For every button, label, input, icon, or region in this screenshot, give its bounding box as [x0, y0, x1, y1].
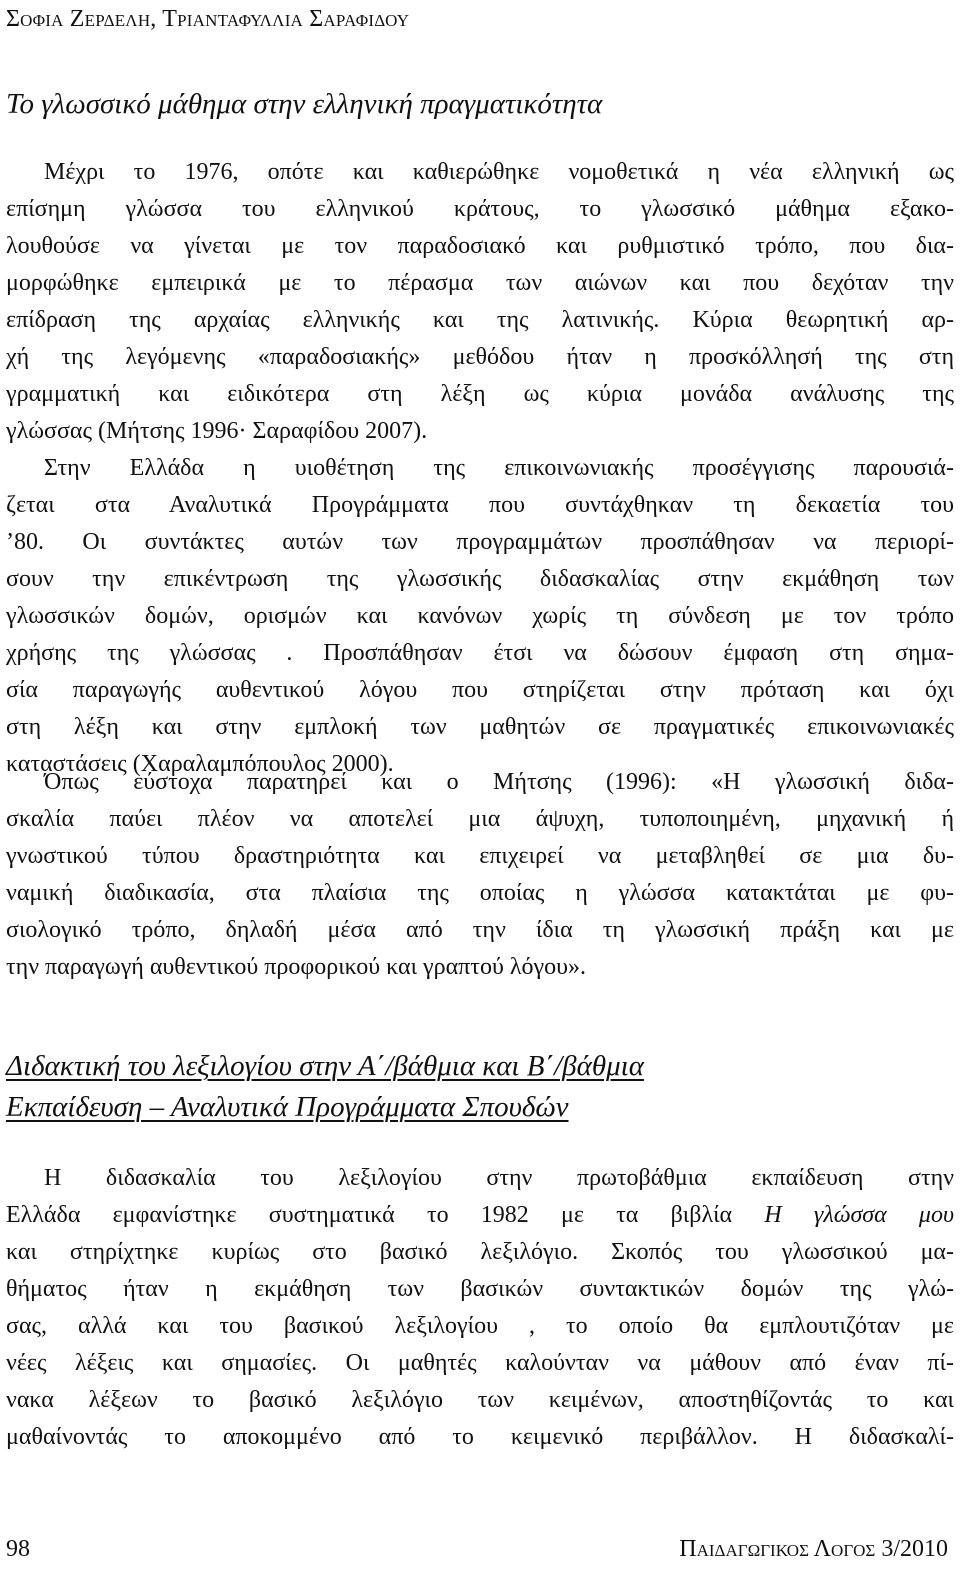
text-span: Ελλάδα εμφανίστηκε συστηματικά το 1982 με τα βιβλία	[6, 1202, 765, 1228]
text-line: γνωστικού τύπου δραστηριότητα και επιχειρεί να μεταβληθεί σε μια δυ-	[6, 843, 954, 869]
text-line: επίσημη γλώσσα του ελληνικού κράτους, το γλωσσικό μάθημα εξακο-	[6, 196, 954, 222]
text-line: Μέχρι το 1976, οπότε και καθιερώθηκε νομοθετικά η νέα ελληνική ως	[44, 159, 954, 185]
text-line: μορφώθηκε εμπειρικά με το πέρασμα των αιώνων και που δεχόταν την	[6, 270, 954, 296]
text-line: στη λέξη και στην εμπλοκή των μαθητών σε πραγματικές επικοινωνιακές	[6, 714, 954, 740]
text-line: σία παραγωγής αυθεντικού λόγου που στηρίζεται στην πρόταση και όχι	[6, 677, 954, 703]
section-title-line: Εκπαίδευση – Αναλυτικά Προγράμματα Σπουδών	[6, 1091, 569, 1123]
section-title	[6, 1046, 644, 1128]
text-line: καταστάσεις (Χαραλαμπόπουλος 2000).	[6, 751, 394, 777]
running-head: Σοφια Ζερδελη, Τριανταφυλλια Σαραφιδου	[6, 6, 410, 32]
text-line: και στηρίχτηκε κυρίως στο βασικό λεξιλόγιο. Σκοπός του γλωσσικού μα-	[6, 1239, 954, 1265]
paragraph	[6, 154, 954, 450]
text-line: λουθούσε να γίνεται με τον παραδοσιακό και ρυθμιστικό τρόπο, που δια-	[6, 233, 954, 259]
text-line: ’80. Οι συντάκτες αυτών των προγραμμάτων προσπάθησαν να περιορί-	[6, 529, 954, 555]
text-line: χρήσης της γλώσσας . Προσπάθησαν έτσι να δώσουν έμφαση στη σημα-	[6, 640, 954, 666]
section-title-line: Διδακτική του λεξιλογίου στην Α΄/βάθμια και Β΄/βάθμια	[6, 1050, 644, 1082]
text-line: σας, αλλά και του βασικού λεξιλογίου , το οποίο θα εμπλουτιζόταν με	[6, 1313, 954, 1339]
text-line: Η διδασκαλία του λεξιλογίου στην πρωτοβάθμια εκπαίδευση στην	[44, 1165, 954, 1191]
text-line: νακα λέξεων το βασικό λεξιλόγιο των κειμένων, αποστηθίζοντάς το και	[6, 1387, 954, 1413]
text-line: γλώσσας (Μήτσης 1996· Σαραφίδου 2007).	[6, 418, 428, 444]
text-line: την παραγωγή αυθεντικού προφορικού και γραπτού λόγου».	[6, 954, 586, 980]
paragraph	[6, 450, 954, 783]
journal-title: Παιδαγωγικος Λογος 3/2010	[679, 1536, 948, 1562]
text-line: σκαλία παύει πλέον να αποτελεί μια άψυχη, τυποποιημένη, μηχανική ή	[6, 806, 954, 832]
page-number: 98	[6, 1536, 30, 1562]
text-line: χή της λεγόμενης «παραδοσιακής» μεθόδου ήταν η προσκόλλησή της στη	[6, 344, 954, 370]
section-title	[6, 84, 602, 125]
text-line	[6, 1197, 954, 1234]
paragraph	[6, 1160, 954, 1456]
text-line: θήματος ήταν η εκμάθηση των βασικών συντακτικών δομών της γλώ-	[6, 1276, 954, 1302]
text-line: Όπως εύστοχα παρατηρεί και ο Μήτσης (1996): «Η γλωσσική διδα-	[44, 769, 954, 795]
text-line: νέες λέξεις και σημασίες. Οι μαθητές καλούνταν να μάθουν από έναν πί-	[6, 1350, 954, 1376]
text-line: σιολογικό τρόπο, δηλαδή μέσα από την ίδια τη γλωσσική πράξη και με	[6, 917, 954, 943]
paragraph	[6, 764, 954, 986]
text-line: γλωσσικών δομών, ορισμών και κανόνων χωρίς τη σύνδεση με τον τρόπο	[6, 603, 954, 629]
section-title-text: Το γλωσσικό μάθημα στην ελληνική πραγματικότητα	[6, 88, 603, 120]
book-title: Η γλώσσα μου	[764, 1202, 954, 1228]
text-line: σουν την επικέντρωση της γλωσσικής διδασκαλίας στην εκμάθηση των	[6, 566, 954, 592]
text-line: Στην Ελλάδα η υιοθέτηση της επικοινωνιακής προσέγγισης παρουσιά-	[44, 455, 954, 481]
text-line: ζεται στα Αναλυτικά Προγράμματα που συντάχθηκαν τη δεκαετία του	[6, 492, 954, 518]
text-line: επίδραση της αρχαίας ελληνικής και της λατινικής. Κύρια θεωρητική αρ-	[6, 307, 954, 333]
text-line: γραμματική και ειδικότερα στη λέξη ως κύρια μονάδα ανάλυσης της	[6, 381, 954, 407]
text-line: μαθαίνοντάς το αποκομμένο από το κειμενικό περιβάλλον. Η διδασκαλί-	[6, 1424, 954, 1450]
text-line: ναμική διαδικασία, στα πλαίσια της οποίας η γλώσσα κατακτάται με φυ-	[6, 880, 954, 906]
